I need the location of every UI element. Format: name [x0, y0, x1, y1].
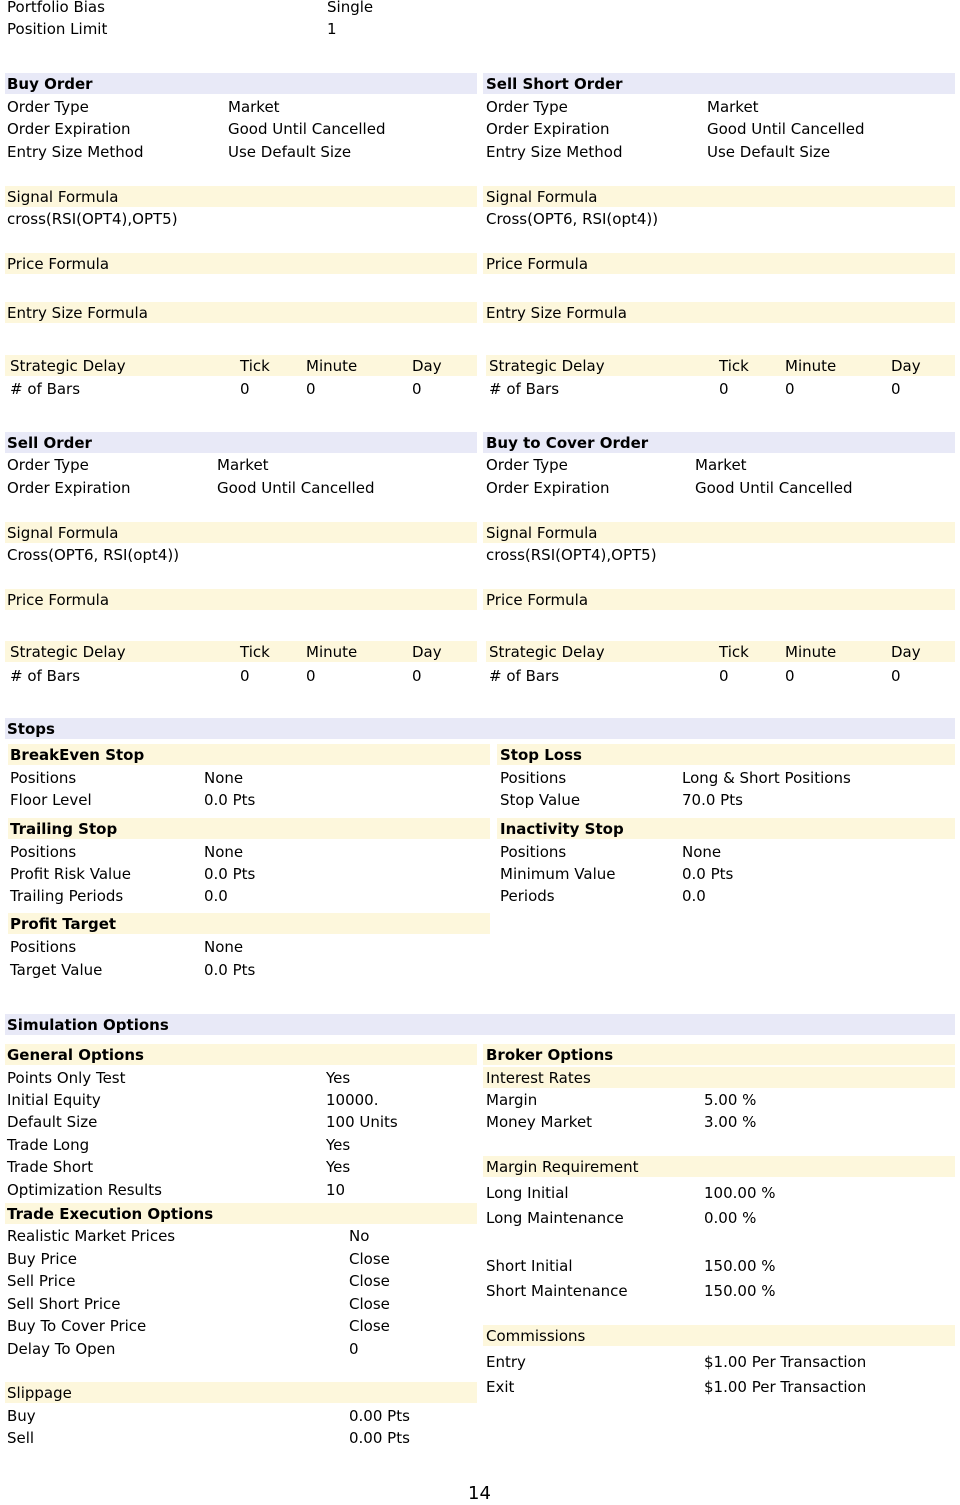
- breakeven-positions-value: None: [204, 769, 244, 787]
- sell-delay-minute-value: 0: [306, 667, 316, 685]
- buy-to-cover-type-value: Market: [695, 456, 747, 474]
- trade-long-value: Yes: [326, 1136, 351, 1154]
- sell-short-delay-minute-header: Minute: [785, 357, 837, 375]
- inactivity-stop-title: Inactivity Stop: [500, 820, 624, 838]
- margin-rate-label: Margin: [486, 1091, 538, 1109]
- sell-delay-minute-header: Minute: [306, 643, 358, 661]
- margin-requirement-title: Margin Requirement: [486, 1158, 639, 1176]
- general-options-title: General Options: [7, 1046, 144, 1064]
- buy-to-cover-expiration-value: Good Until Cancelled: [695, 479, 853, 497]
- slippage-title: Slippage: [7, 1384, 72, 1402]
- buy-to-cover-title: Buy to Cover Order: [486, 434, 649, 452]
- slippage-bar: [5, 1382, 477, 1403]
- sell-short-order-title: Sell Short Order: [486, 75, 623, 93]
- sell-order-expiration-value: Good Until Cancelled: [217, 479, 375, 497]
- sell-order-type-label: Order Type: [7, 456, 89, 474]
- default-size-value: 100 Units: [326, 1113, 398, 1131]
- short-initial-value: 150.00 %: [704, 1257, 776, 1275]
- inactivity-periods-label: Periods: [500, 887, 555, 905]
- buy-delay-minute-header: Minute: [306, 357, 358, 375]
- commission-entry-label: Entry: [486, 1353, 526, 1371]
- points-only-test-label: Points Only Test: [7, 1069, 126, 1087]
- buy-to-cover-price-label: Price Formula: [486, 591, 589, 609]
- trade-long-label: Trade Long: [7, 1136, 90, 1154]
- buy-to-cover-delay-bars-label: # of Bars: [489, 667, 560, 685]
- buy-delay-tick-header: Tick: [240, 357, 270, 375]
- sell-short-delay-tick-header: Tick: [719, 357, 749, 375]
- money-market-label: Money Market: [486, 1113, 593, 1131]
- trade-short-label: Trade Short: [7, 1158, 94, 1176]
- sell-short-type-value: Market: [707, 98, 759, 116]
- stop-loss-value: 70.0 Pts: [682, 791, 743, 809]
- commission-exit-label: Exit: [486, 1378, 515, 1396]
- short-maintenance-value: 150.00 %: [704, 1282, 776, 1300]
- trailing-periods-value: 0.0: [204, 887, 228, 905]
- buy-to-cover-price-value: Close: [349, 1317, 390, 1335]
- sell-short-price-label: Sell Short Price: [7, 1295, 121, 1313]
- trailing-profit-risk-label: Profit Risk Value: [10, 865, 131, 883]
- sell-delay-header: Strategic Delay: [10, 643, 126, 661]
- sell-short-signal-label: Signal Formula: [486, 188, 598, 206]
- breakeven-stop-title: BreakEven Stop: [10, 746, 145, 764]
- sell-price-value: Close: [349, 1272, 390, 1290]
- margin-rate-value: 5.00 %: [704, 1091, 757, 1109]
- buy-to-cover-expiration-label: Order Expiration: [486, 479, 610, 497]
- realistic-prices-value: No: [349, 1227, 370, 1245]
- sell-short-delay-bars-label: # of Bars: [489, 380, 560, 398]
- breakeven-floor-value: 0.0 Pts: [204, 791, 256, 809]
- stop-loss-value-label: Stop Value: [500, 791, 581, 809]
- optimization-results-value: 10: [326, 1181, 346, 1199]
- slippage-sell-label: Sell: [7, 1429, 35, 1447]
- buy-order-type-value: Market: [228, 98, 280, 116]
- sell-short-delay-tick-value: 0: [719, 380, 729, 398]
- sell-short-expiration-label: Order Expiration: [486, 120, 610, 138]
- initial-equity-value: 10000.: [326, 1091, 379, 1109]
- initial-equity-label: Initial Equity: [7, 1091, 101, 1109]
- buy-entry-size-method-value: Use Default Size: [228, 143, 352, 161]
- buy-delay-day-value: 0: [412, 380, 422, 398]
- buy-price-value: Close: [349, 1250, 390, 1268]
- money-market-value: 3.00 %: [704, 1113, 757, 1131]
- default-size-label: Default Size: [7, 1113, 98, 1131]
- sell-short-entry-size-label: Entry Size Formula: [486, 304, 627, 322]
- buy-to-cover-delay-header: Strategic Delay: [489, 643, 605, 661]
- commissions-title: Commissions: [486, 1327, 586, 1345]
- breakeven-positions-label: Positions: [10, 769, 77, 787]
- long-initial-value: 100.00 %: [704, 1184, 776, 1202]
- trailing-positions-value: None: [204, 843, 244, 861]
- profit-target-value: 0.0 Pts: [204, 961, 256, 979]
- slippage-sell-value: 0.00 Pts: [349, 1429, 410, 1447]
- sell-short-expiration-value: Good Until Cancelled: [707, 120, 865, 138]
- buy-to-cover-price-label: Buy To Cover Price: [7, 1317, 147, 1335]
- sell-short-signal-value: Cross(OPT6, RSI(opt4)): [486, 210, 659, 228]
- commission-exit-value: $1.00 Per Transaction: [704, 1378, 867, 1396]
- sell-order-expiration-label: Order Expiration: [7, 479, 131, 497]
- optimization-results-label: Optimization Results: [7, 1181, 162, 1199]
- sell-delay-day-header: Day: [412, 643, 442, 661]
- sell-signal-value: Cross(OPT6, RSI(opt4)): [7, 546, 180, 564]
- stop-loss-positions-value: Long & Short Positions: [682, 769, 851, 787]
- sell-delay-tick-header: Tick: [240, 643, 270, 661]
- profit-target-title: Profit Target: [10, 915, 117, 933]
- inactivity-periods-value: 0.0: [682, 887, 706, 905]
- broker-options-title: Broker Options: [486, 1046, 614, 1064]
- trailing-profit-risk-value: 0.0 Pts: [204, 865, 256, 883]
- sell-short-entry-size-method-value: Use Default Size: [707, 143, 831, 161]
- sell-short-entry-size-method-label: Entry Size Method: [486, 143, 623, 161]
- buy-to-cover-delay-tick-header: Tick: [719, 643, 749, 661]
- sell-order-title: Sell Order: [7, 434, 92, 452]
- sell-delay-bars-label: # of Bars: [10, 667, 81, 685]
- long-maintenance-value: 0.00 %: [704, 1209, 757, 1227]
- sell-short-delay-day-header: Day: [891, 357, 921, 375]
- commission-entry-value: $1.00 Per Transaction: [704, 1353, 867, 1371]
- portfolio-bias-label: Portfolio Bias: [7, 0, 105, 16]
- buy-to-cover-signal-value: cross(RSI(OPT4),OPT5): [486, 546, 657, 564]
- sell-short-delay-header: Strategic Delay: [489, 357, 605, 375]
- trade-short-value: Yes: [326, 1158, 351, 1176]
- buy-to-cover-delay-minute-value: 0: [785, 667, 795, 685]
- sell-delay-day-value: 0: [412, 667, 422, 685]
- inactivity-minimum-value: 0.0 Pts: [682, 865, 734, 883]
- delay-to-open-value: 0: [349, 1340, 359, 1358]
- short-maintenance-label: Short Maintenance: [486, 1282, 628, 1300]
- stops-header-bar: [5, 718, 955, 739]
- long-maintenance-label: Long Maintenance: [486, 1209, 624, 1227]
- sell-short-delay-minute-value: 0: [785, 380, 795, 398]
- buy-to-cover-delay-minute-header: Minute: [785, 643, 837, 661]
- stop-loss-title: Stop Loss: [500, 746, 582, 764]
- buy-order-title: Buy Order: [7, 75, 93, 93]
- stops-title: Stops: [7, 720, 55, 738]
- profit-target-positions-label: Positions: [10, 938, 77, 956]
- sell-delay-tick-value: 0: [240, 667, 250, 685]
- short-initial-label: Short Initial: [486, 1257, 573, 1275]
- buy-to-cover-type-label: Order Type: [486, 456, 568, 474]
- delay-to-open-label: Delay To Open: [7, 1340, 116, 1358]
- breakeven-floor-label: Floor Level: [10, 791, 92, 809]
- portfolio-bias-value: Single: [327, 0, 374, 16]
- page-number: 14: [468, 1483, 491, 1504]
- slippage-buy-value: 0.00 Pts: [349, 1407, 410, 1425]
- sell-short-delay-day-value: 0: [891, 380, 901, 398]
- trailing-periods-label: Trailing Periods: [10, 887, 124, 905]
- inactivity-minimum-label: Minimum Value: [500, 865, 616, 883]
- position-limit-value: 1: [327, 20, 337, 38]
- profit-target-value-label: Target Value: [10, 961, 103, 979]
- buy-signal-value: cross(RSI(OPT4),OPT5): [7, 210, 178, 228]
- buy-to-cover-delay-tick-value: 0: [719, 667, 729, 685]
- sell-short-price-value: Close: [349, 1295, 390, 1313]
- buy-order-expiration-label: Order Expiration: [7, 120, 131, 138]
- stop-loss-positions-label: Positions: [500, 769, 567, 787]
- profit-target-positions-value: None: [204, 938, 244, 956]
- buy-delay-bars-label: # of Bars: [10, 380, 81, 398]
- trailing-stop-title: Trailing Stop: [10, 820, 118, 838]
- buy-delay-day-header: Day: [412, 357, 442, 375]
- inactivity-positions-label: Positions: [500, 843, 567, 861]
- simulation-title: Simulation Options: [7, 1016, 169, 1034]
- position-limit-label: Position Limit: [7, 20, 108, 38]
- buy-signal-label: Signal Formula: [7, 188, 119, 206]
- buy-to-cover-signal-label: Signal Formula: [486, 524, 598, 542]
- sell-short-type-label: Order Type: [486, 98, 568, 116]
- sell-short-price-label: Price Formula: [486, 255, 589, 273]
- sell-signal-label: Signal Formula: [7, 524, 119, 542]
- long-initial-label: Long Initial: [486, 1184, 569, 1202]
- buy-entry-size-label: Entry Size Formula: [7, 304, 148, 322]
- buy-delay-header: Strategic Delay: [10, 357, 126, 375]
- buy-to-cover-delay-day-value: 0: [891, 667, 901, 685]
- interest-rates-title: Interest Rates: [486, 1069, 591, 1087]
- inactivity-positions-value: None: [682, 843, 722, 861]
- points-only-test-value: Yes: [326, 1069, 351, 1087]
- trade-execution-title: Trade Execution Options: [7, 1205, 214, 1223]
- buy-delay-minute-value: 0: [306, 380, 316, 398]
- sell-price-label: Price Formula: [7, 591, 110, 609]
- sell-order-type-value: Market: [217, 456, 269, 474]
- realistic-prices-label: Realistic Market Prices: [7, 1227, 176, 1245]
- buy-order-type-label: Order Type: [7, 98, 89, 116]
- trailing-positions-label: Positions: [10, 843, 77, 861]
- buy-order-expiration-value: Good Until Cancelled: [228, 120, 386, 138]
- buy-price-label: Buy Price: [7, 1250, 78, 1268]
- slippage-buy-label: Buy: [7, 1407, 36, 1425]
- buy-entry-size-method-label: Entry Size Method: [7, 143, 144, 161]
- buy-to-cover-delay-day-header: Day: [891, 643, 921, 661]
- buy-delay-tick-value: 0: [240, 380, 250, 398]
- buy-price-label: Price Formula: [7, 255, 110, 273]
- sell-price-label: Sell Price: [7, 1272, 76, 1290]
